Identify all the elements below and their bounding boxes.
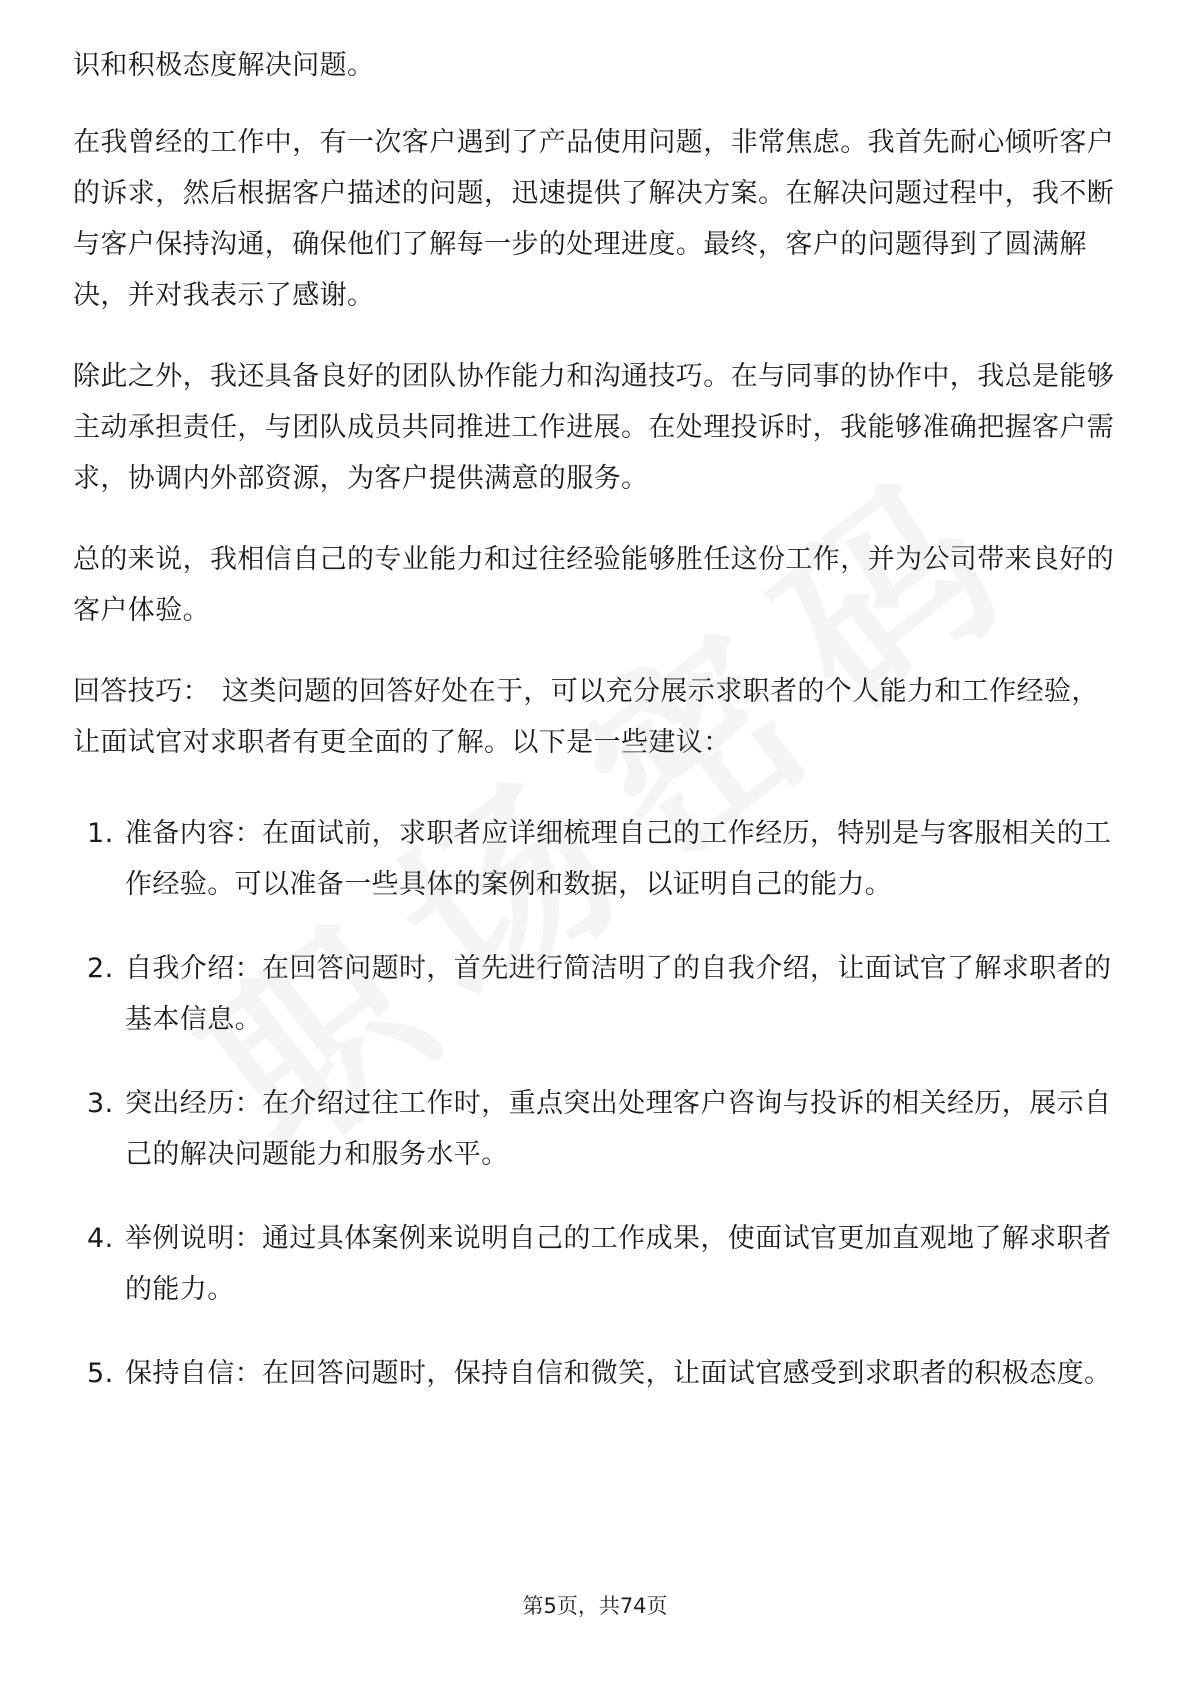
list-item-text: 保持自信：在回答问题时，保持自信和微笑，让面试官感受到求职者的积极态度。 (125, 1358, 1112, 1389)
paragraph: 总的来说，我相信自己的专业能力和过往经验能够胜任这份工作，并为公司带来良好的客户体验。 (73, 544, 1115, 626)
paragraph: 识和积极态度解决问题。 (73, 50, 375, 81)
list-item (73, 1078, 1121, 1180)
answer-tips-label: 回答技巧： (73, 676, 210, 707)
list-item-number: 3. (87, 1088, 114, 1119)
list-item-text: 举例说明：通过具体案例来说明自己的工作成果，使面试官更加直观地了解求职者的能力。 (125, 1223, 1112, 1305)
answer-tips-paragraph (73, 666, 1121, 768)
answer-tips-text: 这类问题的回答好处在于，可以充分展示求职者的个人能力和工作经验，让面试官对求职者有更全面的了解。以下是一些建议： (73, 676, 1099, 758)
list-item-number: 4. (87, 1223, 114, 1254)
paragraph: 在我曾经的工作中，有一次客户遇到了产品使用问题，非常焦虑。我首先耐心倾听客户的诉求，然后根据客户描述的问题，迅速提供了解决方案。在解决问题过程中，我不断与客户保持沟通，确保他们了解每一步的处理进度。最终，客户的问题得到了圆满解决，并对我表示了感谢。 (73, 127, 1115, 311)
list-item (73, 943, 1121, 1045)
list-item-text: 突出经历：在介绍过往工作时，重点突出处理客户咨询与投诉的相关经历，展示自己的解决问题能力和服务水平。 (125, 1088, 1112, 1170)
page-number: 第5页，共74页 (522, 1594, 668, 1618)
list-item-text: 自我介绍：在回答问题时，首先进行简洁明了的自我介绍，让面试官了解求职者的基本信息。 (125, 953, 1112, 1035)
list-item (73, 1348, 1121, 1399)
list-item-text: 准备内容：在面试前，求职者应详细梳理自己的工作经历，特别是与客服相关的工作经验。可以准备一些具体的案例和数据，以证明自己的能力。 (125, 818, 1112, 900)
paragraph: 除此之外，我还具备良好的团队协作能力和沟通技巧。在与同事的协作中，我总是能够主动承担责任，与团队成员共同推进工作进展。在处理投诉时，我能够准确把握客户需求，协调内外部资源，为客户提供满意的服务。 (73, 361, 1115, 494)
page-content (73, 40, 1121, 1432)
list-item (73, 808, 1121, 910)
list-item-number: 1. (87, 818, 114, 849)
list-item-number: 5. (87, 1358, 114, 1389)
list-item-number: 2. (87, 953, 114, 984)
list-item (73, 1213, 1121, 1315)
suggestion-list (73, 808, 1121, 1399)
